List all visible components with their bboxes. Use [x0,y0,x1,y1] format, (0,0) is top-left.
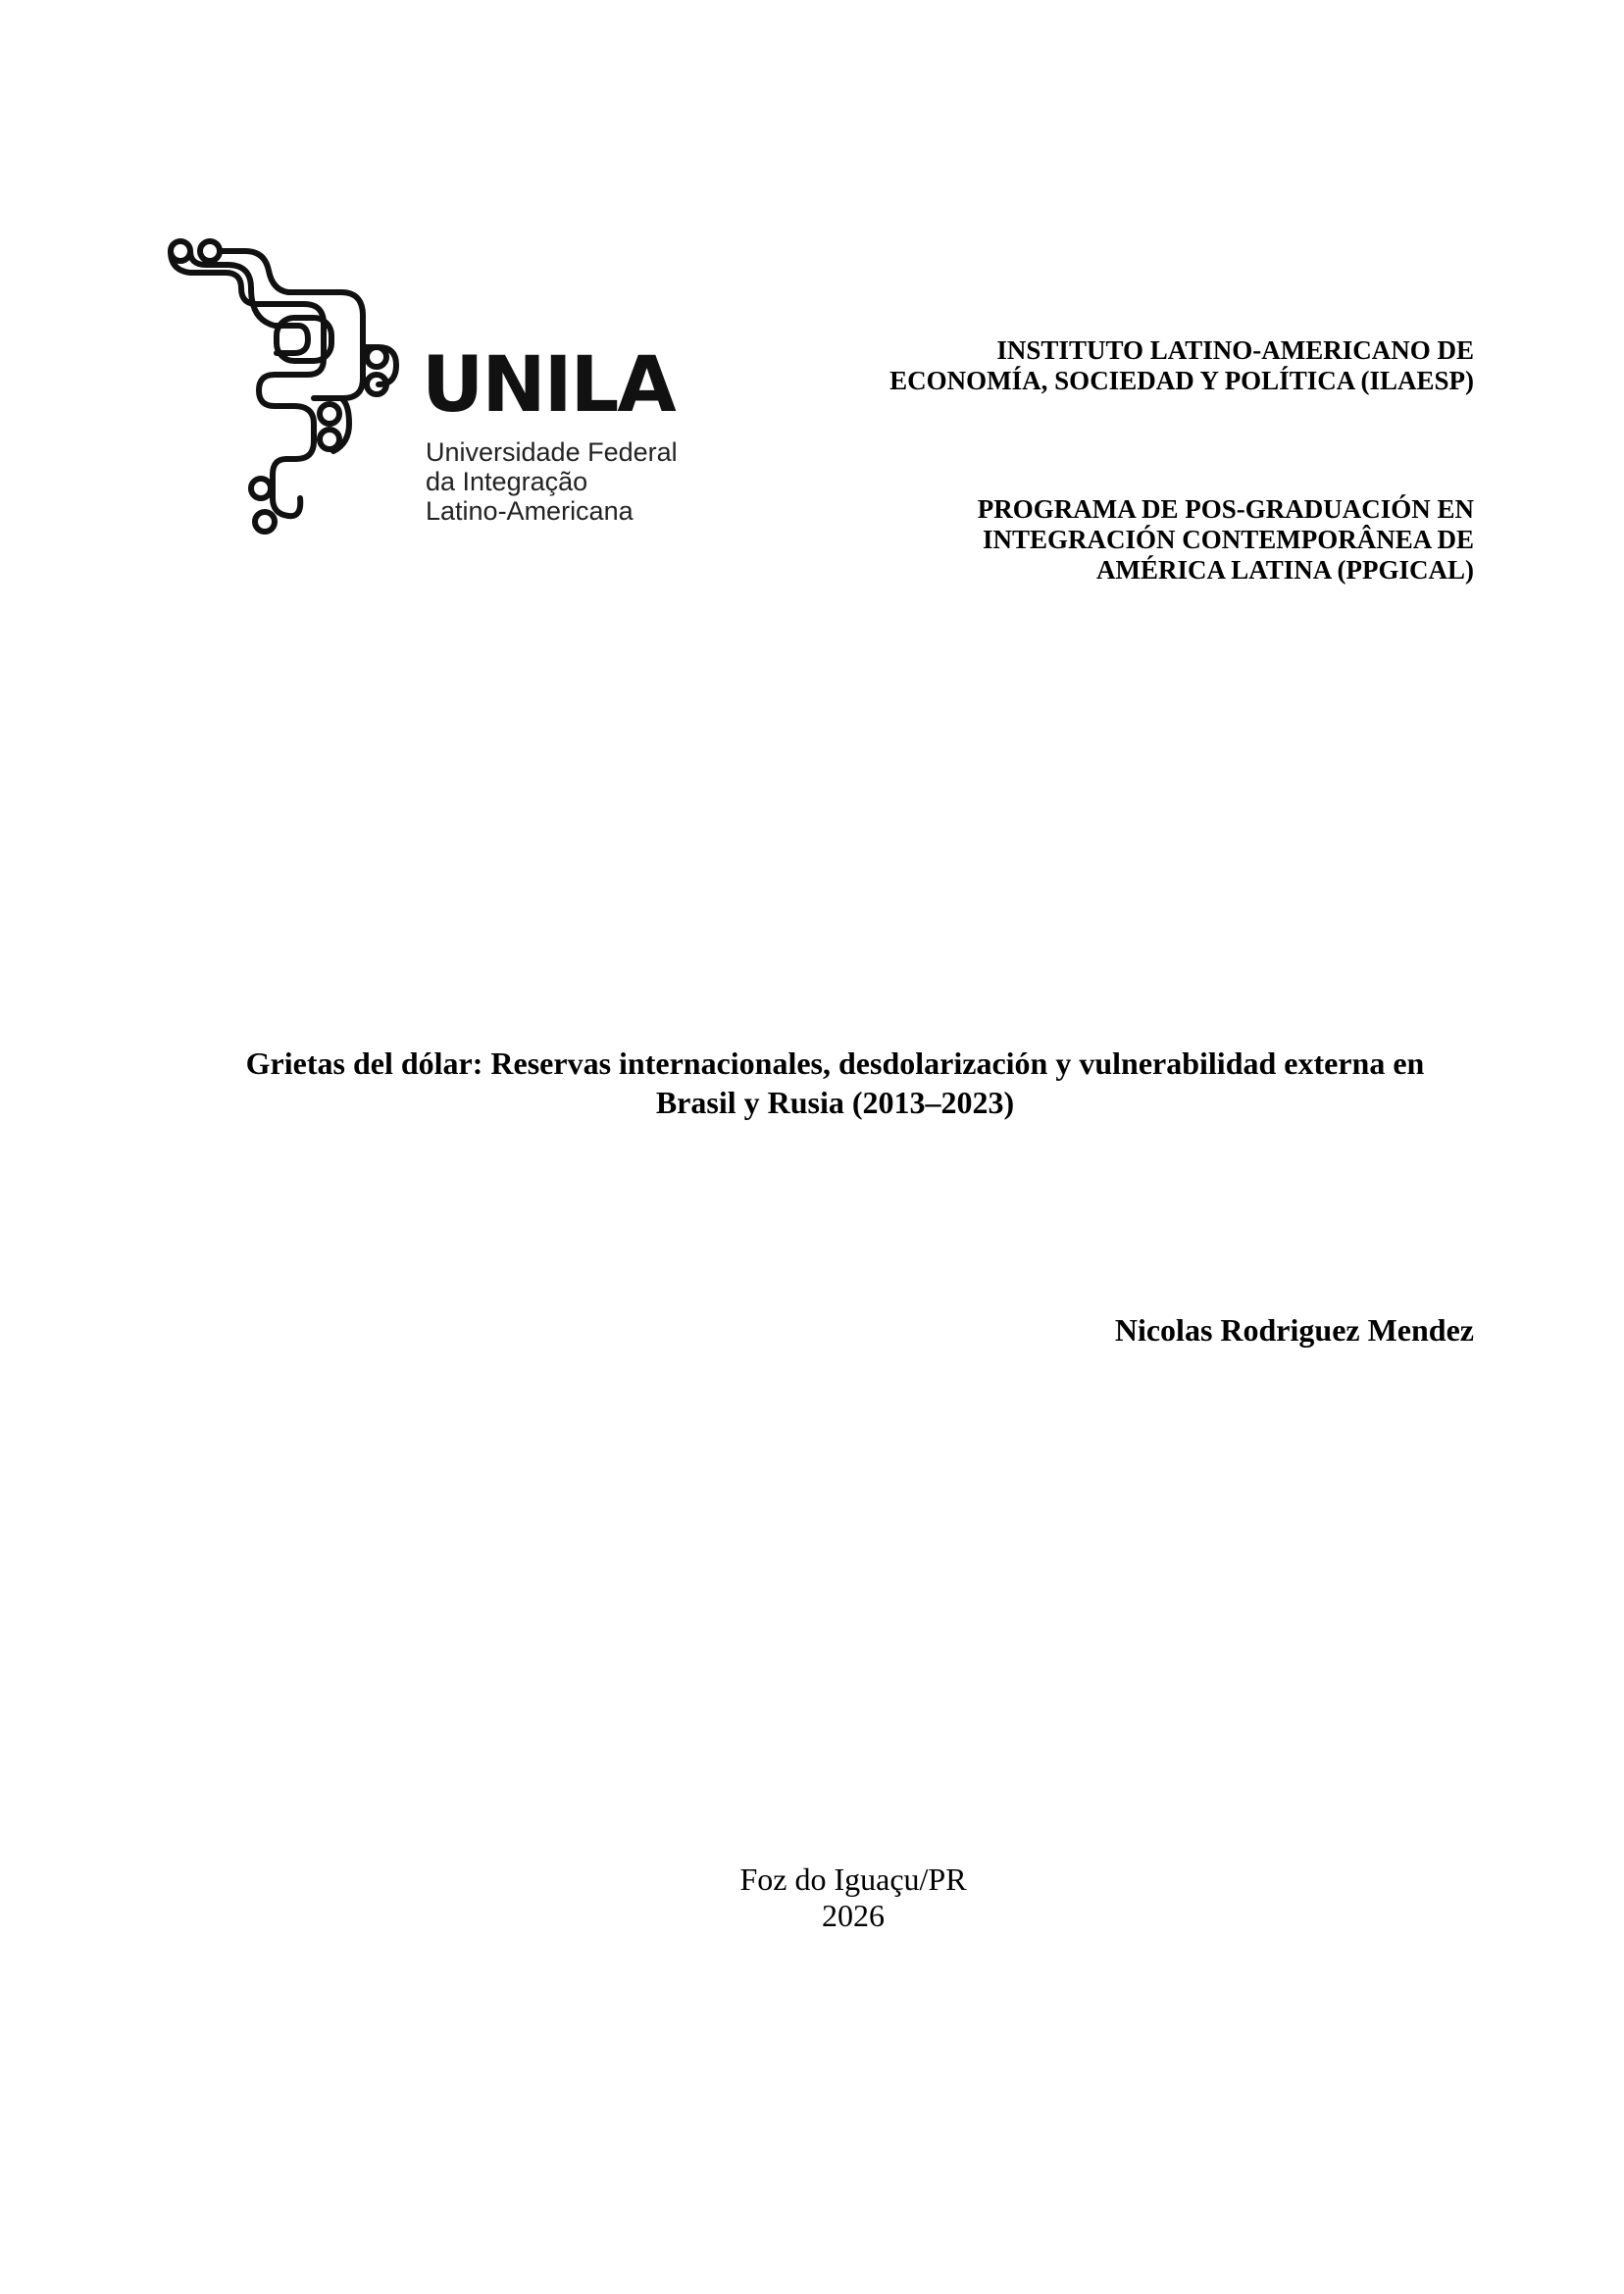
logo-subtitle-line: da Integração [426,467,588,496]
logo-subtitle [426,437,678,526]
footer-year: 2026 [822,1898,885,1933]
logo-wordmark: UNILA [422,341,675,430]
thesis-title [196,1044,1474,1122]
thesis-title-line: Brasil y Rusia (2013–2023) [655,1085,1015,1120]
logo-subtitle-line: Universidade Federal [426,437,678,467]
unila-logo [167,231,678,545]
program-line: PROGRAMA DE POS-GRADUACIÓN EN [977,494,1474,524]
institute-line: INSTITUTO LATINO-AMERICANO DE [996,335,1474,365]
thesis-title-line: Grietas del dólar: Reservas internacionales, desdolarización y vulnerabilidad externa en [245,1045,1425,1081]
program-line: INTEGRACIÓN CONTEMPORÂNEA DE [982,525,1474,554]
author-name: Nicolas Rodriguez Mendez [1114,1312,1474,1348]
unila-logo-emblem [167,231,422,545]
institute-line: ECONOMÍA, SOCIEDAD Y POLÍTICA (ILAESP) [889,366,1474,395]
logo-subtitle-line: Latino-Americana [426,496,634,526]
institute-heading [689,335,1474,396]
footer-city: Foz do Iguaçu/PR [739,1861,967,1897]
program-line: AMÉRICA LATINA (PPGICAL) [1095,555,1474,585]
program-heading [689,494,1474,586]
footer-place-date [0,1861,1624,1934]
